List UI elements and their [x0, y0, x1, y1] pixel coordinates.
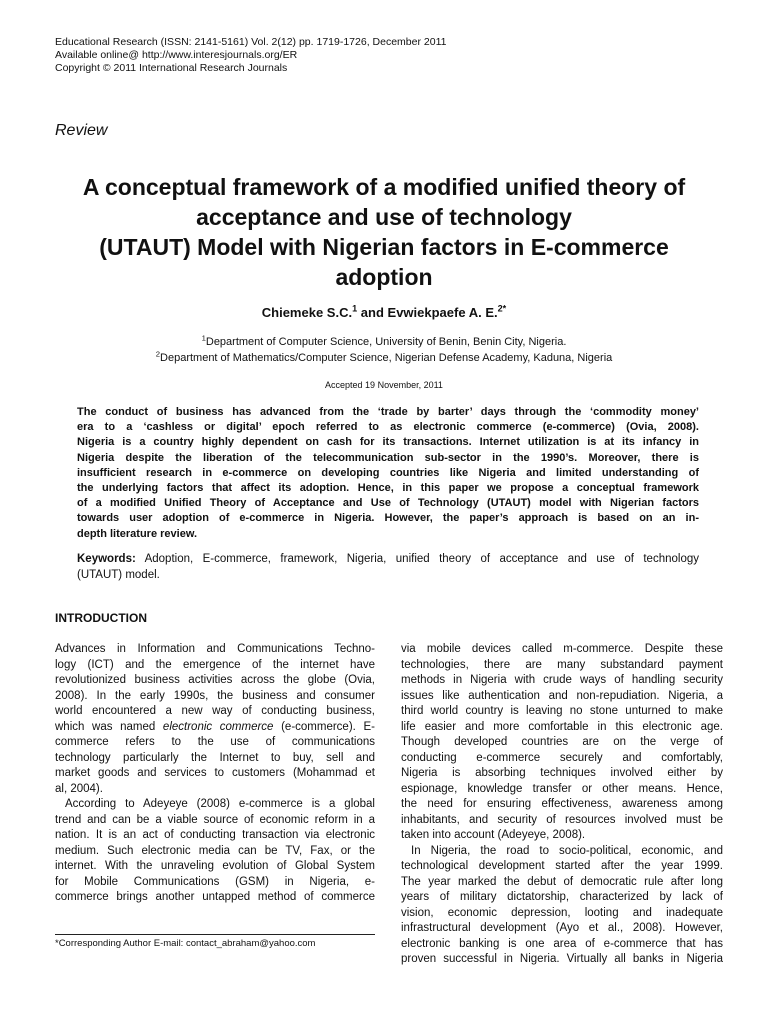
body-line: issues like authentication and non-repudiation. Nigeria, a	[401, 689, 723, 702]
body-line: technology particularly the Internet to buy, sell and	[55, 751, 375, 764]
body-line: taken into account (Adeyeye, 2008).	[401, 829, 586, 841]
body-line: infrastructural development (Ayo et al., 2008). However,	[401, 922, 723, 934]
body-line: which was named electronic commerce (e-commerce). E-	[55, 720, 375, 733]
author-2: Evwiekpaefe A. E.	[387, 305, 498, 320]
author-1: Chiemeke S.C.	[261, 305, 353, 320]
affiliation-2: $^2$Department of Mathematics/Computer Science, Nigerian Defense Academy, Kaduna, Nigeria	[155, 349, 613, 364]
body-line: commerce brings another untapped method of commerce	[55, 891, 375, 903]
abstract-line: the underlying factors that affect its adoption. Hence, in this paper we propose a conceptual framework	[77, 482, 699, 495]
affiliations	[0, 334, 768, 366]
body-line: conducting e-commerce securely and comfortably,	[401, 751, 723, 764]
journal-citation: Educational Research (ISSN: 2141-5161) Vol. 2(12) pp. 1719-1726, December 2011	[55, 36, 447, 48]
abstract-line: insufficient research in e-commerce on developing countries like Nigeria and limited understanding of	[77, 466, 699, 479]
body-line: years of military dictatorship, characterized by lack of	[401, 891, 723, 903]
body-line: internet. With the unraveling evolution of Global System	[55, 860, 375, 872]
body-line: world encountered a new way of conducting business,	[55, 705, 375, 717]
abstract-line: depth literature review.	[77, 527, 198, 540]
affiliation-1: $^1$Department of Computer Science, University of Benin, Benin City, Nigeria.	[201, 333, 567, 348]
body-line: Though developed countries are on the verge of	[401, 736, 723, 748]
body-line: market goods and services to customers (Mohammad et	[55, 767, 375, 779]
abstract-line: Nigeria despite the liberation of the telecommunication sub-sector in the 1990’s. Moreover, there is	[77, 451, 699, 464]
body-line: al, 2004).	[55, 782, 103, 795]
body-line: trend and can be a viable source of economic reform in a	[55, 813, 375, 826]
title-line: (UTAUT) Model with Nigerian factors in E-commerce	[99, 234, 669, 260]
footnote: *Corresponding Author E-mail: contact_abraham@yahoo.com	[55, 938, 316, 949]
body-line: via mobile devices called m-commerce. Despite these	[401, 643, 723, 655]
left-column	[55, 642, 375, 906]
body-line: electronic banking is one area of e-commerce that has	[401, 937, 723, 950]
body-line: inhabitants, and security of resources involved must be	[401, 813, 723, 826]
title-line: adoption	[335, 264, 433, 290]
body-line: 2008). In the early 1990s, the business and consumer	[55, 689, 375, 702]
body-line: According to Adeyeye (2008) e-commerce is a global	[65, 798, 375, 810]
author-1-affil: 1	[352, 303, 358, 314]
emphasis-term: electronic commerce	[162, 720, 274, 733]
body-line: The year marked the debut of democratic rule after long	[401, 875, 723, 888]
body-line: logy (ICT) and the emergence of the internet have	[55, 658, 375, 671]
abstract-line: era to a ‘cashless or digital’ epoch referred to as electronic commerce (e-commerce) (Ovia, 2008).	[77, 421, 699, 434]
journal-copyright: Copyright © 2011 International Research Journals	[55, 62, 288, 74]
body-line: revolutionized business activities across the globe (Ovia,	[55, 674, 375, 686]
accepted-date: Accepted 19 November, 2011	[325, 380, 443, 390]
body-line: proven successful in Nigeria. Virtually all banks in Nigeria	[401, 953, 723, 965]
keywords-label: Keywords:	[77, 553, 136, 565]
abstract-line: Nigeria is a country highly dependent on cash for its transactions. Internet utilization is at its infancy in	[77, 436, 699, 449]
title-line: A conceptual framework of a modified unified theory of	[82, 174, 686, 200]
body-line: Nigeria is absorbing techniques involved either by	[401, 767, 723, 779]
keywords	[77, 551, 699, 583]
body-line: Advances in Information and Communications Techno-	[55, 643, 375, 655]
journal-online: Available online@ http://www.interesjournals.org/ER	[55, 49, 298, 61]
body-line: vision, economic depression, looting and inadequate	[401, 906, 723, 919]
section-heading-introduction: INTRODUCTION	[55, 611, 147, 625]
body-line: In Nigeria, the road to socio-political, economic, and	[411, 844, 723, 857]
abstract-line: of a modified Unified Theory of Acceptance and Use of Technology (UTAUT) model with Nigerian factors	[77, 497, 699, 510]
body-line: for Mobile Communications (GSM) in Nigeria, e-	[55, 875, 375, 888]
keywords-line: Keywords: Adoption, E-commerce, framework, Nigeria, unified theory of acceptance and use of technology	[77, 553, 699, 565]
body-line: technological development started after the year 1999.	[401, 860, 723, 872]
right-column	[401, 642, 723, 968]
article-type: Review	[55, 122, 108, 139]
body-line: the need for ensuring effectiveness, awareness among	[401, 798, 723, 810]
body-line: life easier and more comfortable in this electronic age.	[401, 720, 723, 733]
abstract-line: towards user adoption of e-commerce in Nigeria. However, the paper’s approach is based on an in-	[77, 512, 699, 525]
abstract	[77, 405, 699, 542]
body-line: nation. It is an act of conducting transaction via electronic	[55, 829, 375, 841]
body-line: espionage, knowledge transfer or other means. Hence,	[401, 782, 723, 795]
title-line: acceptance and use of technology	[196, 204, 572, 230]
body-line: technologies, there are many substandard payment	[401, 658, 723, 671]
authors	[0, 305, 768, 320]
journal-header	[55, 36, 446, 75]
author-2-affil: 2*	[497, 303, 507, 314]
abstract-line: The conduct of business has advanced from the ‘trade by barter’ days through the ‘commodity money’	[77, 406, 699, 418]
body-line: commerce refers to the use of communications	[55, 736, 375, 748]
body-line: medium. Such electronic media can be TV, Fax, or the	[55, 844, 375, 857]
paper-title	[40, 172, 728, 292]
authors-and: and	[360, 305, 384, 320]
body-line: third world country is leaving no stone unturned to make	[401, 705, 723, 717]
footnote-divider	[55, 934, 375, 935]
keywords-line: (UTAUT) model.	[77, 569, 160, 581]
body-line: methods in Nigeria with crude ways of handling security	[401, 674, 723, 686]
